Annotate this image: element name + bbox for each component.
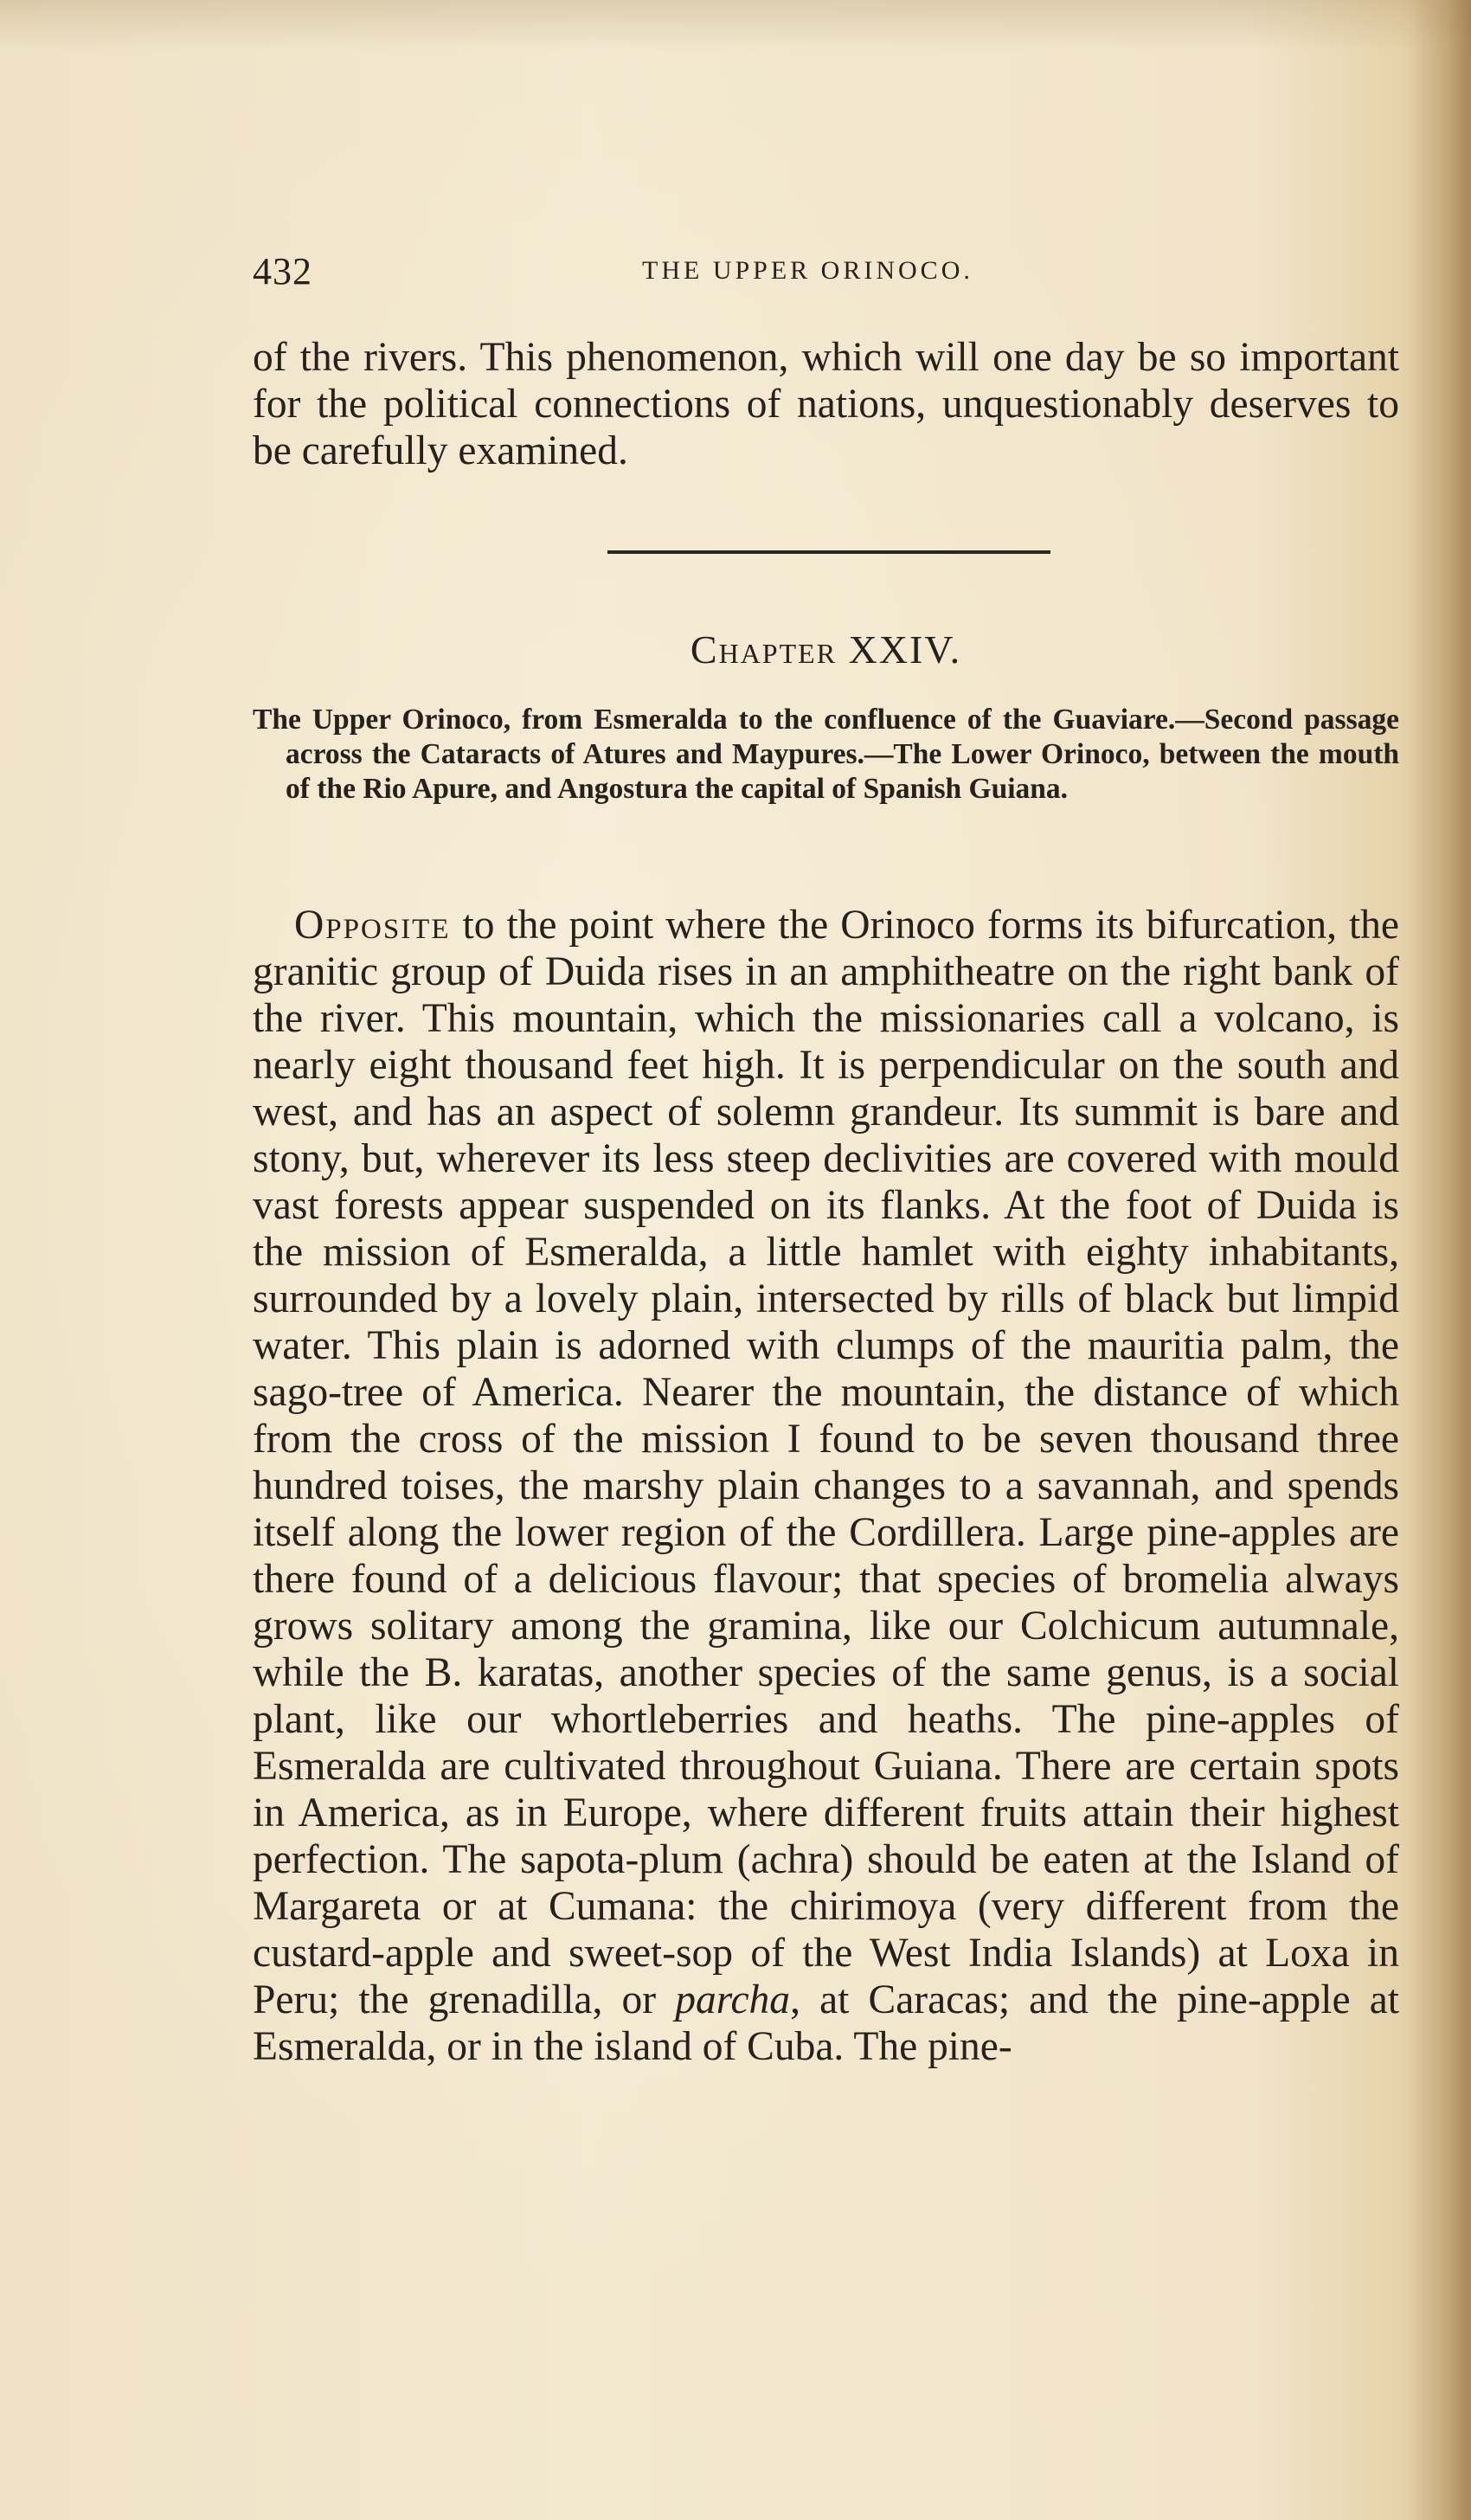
chapter-synopsis: The Upper Orinoco, from Esmeralda to the confluence of the Guaviare.—Second passage across the Cataracts of Atures and Maypures.—The Lower Orinoco, between the mouth of the Rio Apure, and Angostura the capital of Spanish Guiana.	[253, 704, 1399, 805]
chapter-heading: Chapter XXIV.	[690, 627, 962, 672]
lead-paragraph-text: of the rivers. This phenomenon, which will one day be so important for the political connections of nations, unquestionably deserves to be carefully examined.	[253, 335, 1399, 473]
body-paragraph-text: to the point where the Orinoco forms its bifurcation, the granitic group of Duida rises in an amphitheatre on the right bank of the river. This mountain, which the missionaries call a volcano, is nearly eight thousand feet high. It is perpendicular on the south and west, and has an aspect of solemn grandeur. Its summit is bare and stony, but, wherever its less steep declivities are covered with mould vast forests appear suspended on its flanks. At the foot of Duida is the mission of Esmeralda, a little hamlet with eighty inhabitants, surrounded by a lovely plain, intersected by rills of black but limpid water. This plain is adorned with clumps of the mauritia palm, the sago-tree of America. Nearer the mountain, the distance of which from the cross of the mission I found to be seven thousand three hundred toises, the marshy plain changes to a savannah, and spends itself along the lower region of the Cordillera. Large pine-apples are there found of a delicious flavour; that species of bromelia always grows solitary among the gramina, like our Colchicum autumnale, while the B. karatas, another species of the same genus, is a social plant, like our whortleberries and heaths. The pine-apples of Esmeralda are cultivated throughout Guiana. There are certain spots in America, as in Europe, where different fruits attain their highest perfection. The sapota-plum (achra) should be eaten at the Island of Margareta or at Cumana: the chirimoya (very different from the custard-apple and sweet-sop of the West India Islands) at Loxa in Peru; the grenadilla, or	[253, 903, 1399, 2022]
running-title: THE UPPER ORINOCO.	[642, 256, 973, 285]
body-paragraph	[253, 902, 1399, 2070]
body-paragraph-end: , at Caracas; and the pine-apple at Esmeralda, or in the island of Cuba. The pine-	[253, 1977, 1399, 2069]
page-number: 432	[253, 250, 312, 292]
running-head	[253, 249, 1399, 301]
body-text	[253, 902, 1399, 2070]
page-top-shadow	[0, 0, 1471, 52]
italic-term: parcha	[675, 1977, 791, 2022]
section-divider	[607, 550, 1050, 554]
opening-word: Opposite	[294, 903, 451, 948]
lead-paragraph	[253, 334, 1399, 474]
page-edge-shadow	[1410, 0, 1471, 2520]
